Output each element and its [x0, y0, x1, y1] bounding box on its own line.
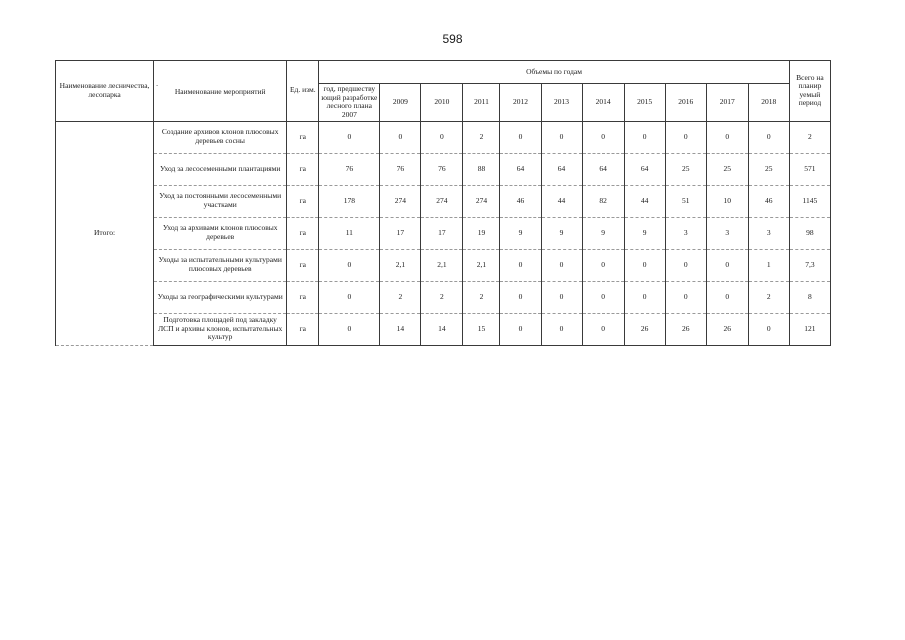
header-org: Наименование лесничества, лесопарка: [56, 61, 154, 122]
header-year: 2010: [421, 84, 463, 122]
header-year: 2013: [541, 84, 582, 122]
header-year: 2017: [706, 84, 748, 122]
value-cell: 0: [582, 121, 624, 153]
value-cell: 0: [624, 121, 665, 153]
activity-cell: Уход за лесосеменными плантациями: [154, 153, 287, 185]
value-cell: 64: [541, 153, 582, 185]
unit-cell: га: [287, 313, 319, 345]
table-row: [56, 153, 831, 185]
header-row-top: [56, 61, 831, 84]
value-cell: 82: [582, 185, 624, 217]
header-year: 2009: [380, 84, 421, 122]
value-cell: 46: [500, 185, 541, 217]
activities-table: [55, 60, 831, 346]
value-cell: 0: [624, 281, 665, 313]
value-cell: 0: [748, 121, 789, 153]
header-activity: [154, 61, 287, 122]
value-cell: 46: [748, 185, 789, 217]
org-name-cell: Итого:: [56, 121, 154, 345]
header-year: 2012: [500, 84, 541, 122]
value-cell: 0: [706, 249, 748, 281]
value-cell: 274: [380, 185, 421, 217]
value-cell: 14: [421, 313, 463, 345]
header-dot: .: [156, 79, 158, 89]
header-total: Всего на планир уемый период: [789, 61, 830, 122]
value-cell: 25: [706, 153, 748, 185]
value-cell: 44: [541, 185, 582, 217]
value-cell: 51: [665, 185, 706, 217]
value-cell: 26: [624, 313, 665, 345]
value-cell: 3: [748, 217, 789, 249]
prior-year-cell: 0: [319, 281, 380, 313]
prior-year-cell: 178: [319, 185, 380, 217]
value-cell: 0: [582, 281, 624, 313]
value-cell: 14: [380, 313, 421, 345]
page-number: 598: [442, 32, 463, 46]
value-cell: 1: [748, 249, 789, 281]
value-cell: 0: [624, 249, 665, 281]
value-cell: 2,1: [380, 249, 421, 281]
total-cell: 7,3: [789, 249, 830, 281]
prior-year-cell: 76: [319, 153, 380, 185]
value-cell: 3: [706, 217, 748, 249]
activity-cell: Уход за постоянными лесосеменными участками: [154, 185, 287, 217]
value-cell: 0: [706, 281, 748, 313]
table-row: [56, 185, 831, 217]
value-cell: 88: [463, 153, 500, 185]
value-cell: 44: [624, 185, 665, 217]
value-cell: 2: [421, 281, 463, 313]
unit-cell: га: [287, 217, 319, 249]
header-activity-label: Наименование мероприятий: [174, 87, 266, 97]
value-cell: 0: [541, 313, 582, 345]
unit-cell: га: [287, 185, 319, 217]
value-cell: 0: [706, 121, 748, 153]
header-volumes: Объемы по годам: [319, 61, 790, 84]
activity-cell: Уходы за испытательными культурами плюсовых деревьев: [154, 249, 287, 281]
prior-year-cell: 0: [319, 121, 380, 153]
total-cell: 8: [789, 281, 830, 313]
activity-cell: Создание архивов клонов плюсовых деревьев сосны: [154, 121, 287, 153]
value-cell: 10: [706, 185, 748, 217]
value-cell: 9: [624, 217, 665, 249]
value-cell: 76: [421, 153, 463, 185]
value-cell: 0: [500, 249, 541, 281]
header-year: 2011: [463, 84, 500, 122]
header-year: 2014: [582, 84, 624, 122]
prior-year-cell: 11: [319, 217, 380, 249]
prior-year-cell: 0: [319, 249, 380, 281]
activity-cell: Уходы за географическими культурами: [154, 281, 287, 313]
header-unit: Ед. изм.: [287, 61, 319, 122]
value-cell: 76: [380, 153, 421, 185]
unit-cell: га: [287, 281, 319, 313]
table-row: [56, 217, 831, 249]
table-row: [56, 281, 831, 313]
value-cell: 0: [541, 281, 582, 313]
table-row: [56, 313, 831, 345]
total-cell: 571: [789, 153, 830, 185]
header-year-prior: год, предшеству ющий разработке лесного плана 2007: [319, 84, 380, 122]
value-cell: 2: [463, 121, 500, 153]
value-cell: 0: [582, 249, 624, 281]
value-cell: 64: [582, 153, 624, 185]
table-body: [56, 121, 831, 345]
total-cell: 121: [789, 313, 830, 345]
value-cell: 15: [463, 313, 500, 345]
value-cell: 2,1: [463, 249, 500, 281]
unit-cell: га: [287, 121, 319, 153]
activity-cell: Подготовка площадей под закладку ЛСП и архивы клонов, испытательных культур: [154, 313, 287, 345]
value-cell: 17: [421, 217, 463, 249]
value-cell: 0: [541, 249, 582, 281]
value-cell: 0: [500, 121, 541, 153]
value-cell: 274: [421, 185, 463, 217]
activity-cell: Уход за архивами клонов плюсовых деревьев: [154, 217, 287, 249]
value-cell: 0: [380, 121, 421, 153]
value-cell: 0: [665, 249, 706, 281]
value-cell: 0: [582, 313, 624, 345]
value-cell: 0: [500, 313, 541, 345]
value-cell: 17: [380, 217, 421, 249]
value-cell: 2,1: [421, 249, 463, 281]
total-cell: 98: [789, 217, 830, 249]
value-cell: 0: [665, 121, 706, 153]
value-cell: 0: [665, 281, 706, 313]
value-cell: 25: [665, 153, 706, 185]
value-cell: 2: [748, 281, 789, 313]
table-row: [56, 249, 831, 281]
value-cell: 2: [380, 281, 421, 313]
table-row: [56, 121, 831, 153]
value-cell: 0: [748, 313, 789, 345]
prior-year-cell: 0: [319, 313, 380, 345]
header-year: 2018: [748, 84, 789, 122]
value-cell: 26: [665, 313, 706, 345]
header-year: 2016: [665, 84, 706, 122]
value-cell: 25: [748, 153, 789, 185]
value-cell: 9: [541, 217, 582, 249]
value-cell: 0: [500, 281, 541, 313]
total-cell: 2: [789, 121, 830, 153]
total-cell: 1145: [789, 185, 830, 217]
value-cell: 2: [463, 281, 500, 313]
value-cell: 9: [500, 217, 541, 249]
header-year: 2015: [624, 84, 665, 122]
unit-cell: га: [287, 153, 319, 185]
value-cell: 9: [582, 217, 624, 249]
value-cell: 3: [665, 217, 706, 249]
value-cell: 0: [541, 121, 582, 153]
value-cell: 274: [463, 185, 500, 217]
unit-cell: га: [287, 249, 319, 281]
value-cell: 0: [421, 121, 463, 153]
value-cell: 64: [500, 153, 541, 185]
value-cell: 26: [706, 313, 748, 345]
value-cell: 64: [624, 153, 665, 185]
value-cell: 19: [463, 217, 500, 249]
